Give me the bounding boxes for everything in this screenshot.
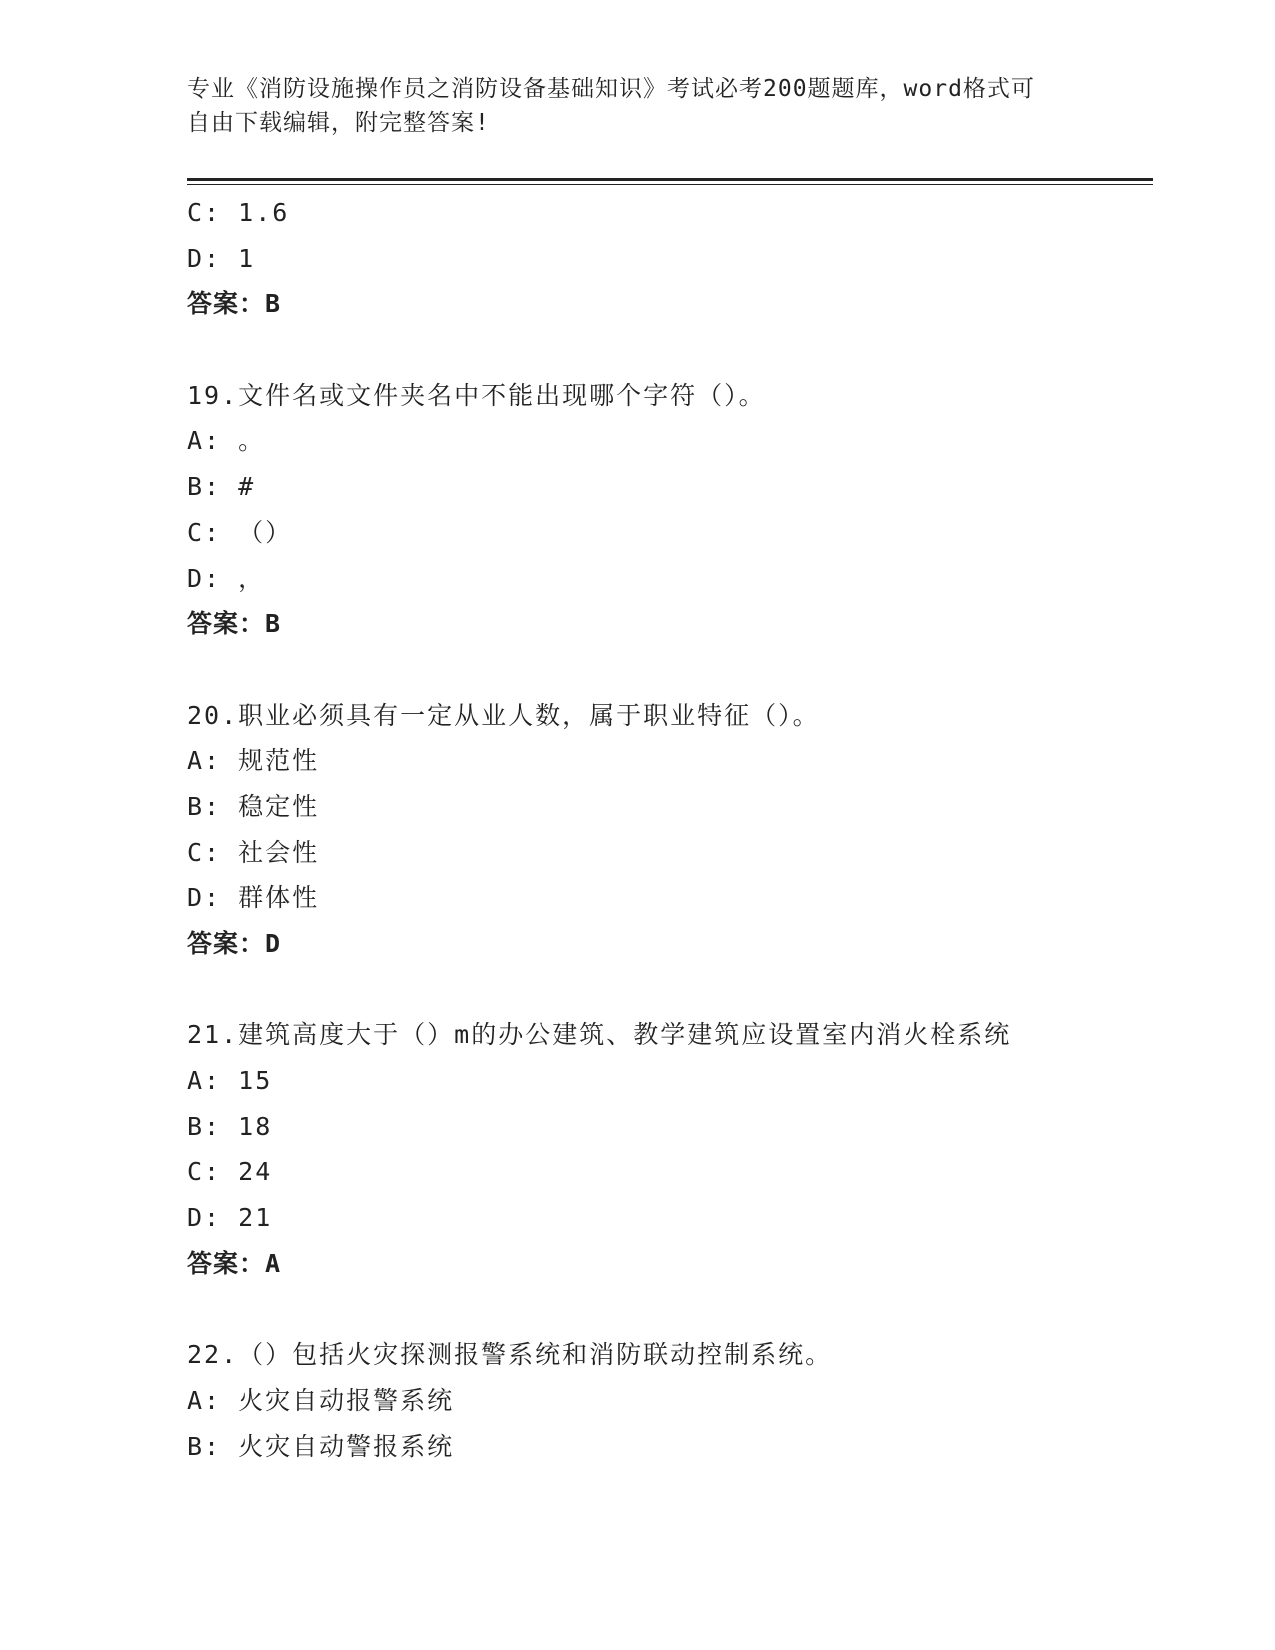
answer-label: 答案：B <box>187 289 282 319</box>
option-b: B: # <box>187 472 256 502</box>
answer-label: 答案：A <box>187 1248 282 1278</box>
option-a: A: 。 <box>187 426 266 456</box>
question-block-19 <box>187 373 1147 647</box>
option-a: A: 火灾自动报警系统 <box>187 1385 455 1415</box>
option-b: B: 稳定性 <box>187 791 320 821</box>
option-c: C: 24 <box>187 1157 273 1187</box>
spacer <box>187 967 1147 1013</box>
question-stem: 21.建筑高度大于（）m的办公建筑、教学建筑应设置室内消火栓系统 <box>187 1020 1012 1050</box>
document-header <box>187 72 1087 140</box>
option-b: B: 18 <box>187 1111 273 1141</box>
spacer <box>187 647 1147 693</box>
option-d: D: 群体性 <box>187 883 320 913</box>
question-block-prev <box>187 190 1147 327</box>
question-list <box>187 190 1147 1469</box>
question-stem: 19.文件名或文件夹名中不能出现哪个字符（）。 <box>187 380 766 410</box>
question-block-21 <box>187 1012 1147 1286</box>
option-c: C: （） <box>187 517 293 547</box>
answer-label: 答案：B <box>187 609 282 639</box>
spacer <box>187 1287 1147 1333</box>
option-a: A: 规范性 <box>187 746 320 776</box>
question-stem: 20.职业必须具有一定从业人数，属于职业特征（）。 <box>187 700 820 730</box>
question-block-20 <box>187 693 1147 967</box>
header-divider-thick <box>187 178 1153 181</box>
option-c: C: 1.6 <box>187 198 290 227</box>
header-divider-thin <box>187 184 1153 185</box>
spacer <box>187 327 1147 373</box>
header-line-1: 专业《消防设施操作员之消防设备基础知识》考试必考200题题库，word格式可 <box>187 76 1035 102</box>
option-a: A: 15 <box>187 1066 273 1096</box>
option-d: D: ， <box>187 563 266 593</box>
answer-label: 答案：D <box>187 929 282 958</box>
option-d: D: 1 <box>187 243 256 273</box>
question-stem: 22.（）包括火灾探测报警系统和消防联动控制系统。 <box>187 1340 833 1370</box>
option-d: D: 21 <box>187 1203 273 1233</box>
option-b: B: 火灾自动警报系统 <box>187 1431 455 1461</box>
header-line-2: 自由下载编辑，附完整答案! <box>187 110 490 136</box>
question-block-22 <box>187 1332 1147 1469</box>
option-c: C: 社会性 <box>187 837 320 867</box>
